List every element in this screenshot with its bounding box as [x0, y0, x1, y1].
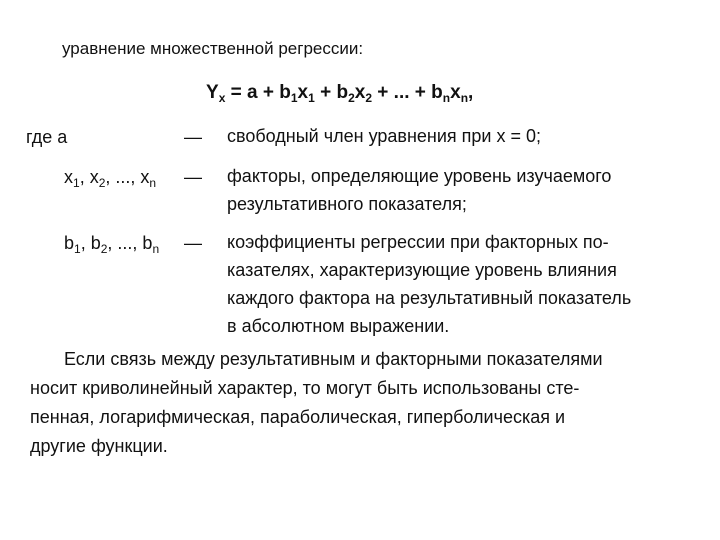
- desc-line: коэффициенты регрессии при факторных по-: [227, 232, 609, 252]
- desc-coefficients: [227, 228, 631, 340]
- regression-formula: $Y_x = a + b_1x_1 + b_2x_2$ + ... + $b_nx_n$,: [206, 82, 474, 105]
- dash: —: [184, 233, 202, 253]
- dash: —: [184, 167, 202, 187]
- body-paragraph: [30, 345, 690, 461]
- paragraph-line: пенная, логарифмическая, параболическая, гиперболическая и: [30, 407, 566, 427]
- paragraph-line: другие функции.: [30, 436, 168, 456]
- desc-line: в абсолютном выражении.: [227, 316, 450, 336]
- paragraph-line: носит криволинейный характер, то могут быть использованы сте-: [30, 378, 580, 398]
- desc-intercept: [227, 122, 541, 150]
- desc-line: факторы, определяющие уровень изучаемого: [227, 166, 612, 186]
- desc-line: каждого фактора на результативный показатель: [227, 288, 632, 308]
- desc-line: свободный член уравнения при x = 0;: [227, 126, 541, 146]
- desc-factors: [227, 162, 611, 218]
- term-intercept: где a: [26, 127, 68, 147]
- term-factors: $x_1$, $x_2$, ..., $x_n$: [64, 167, 157, 190]
- paragraph-line: Если связь между результативным и факторными показателями: [64, 349, 603, 369]
- intro-text: уравнение множественной регрессии:: [62, 39, 364, 58]
- desc-line: результативного показателя;: [227, 194, 467, 214]
- desc-line: казателях, характеризующие уровень влияния: [227, 260, 617, 280]
- dash: —: [184, 127, 202, 147]
- term-coefficients: $b_1$, $b_2$, ..., $b_n$: [64, 233, 160, 256]
